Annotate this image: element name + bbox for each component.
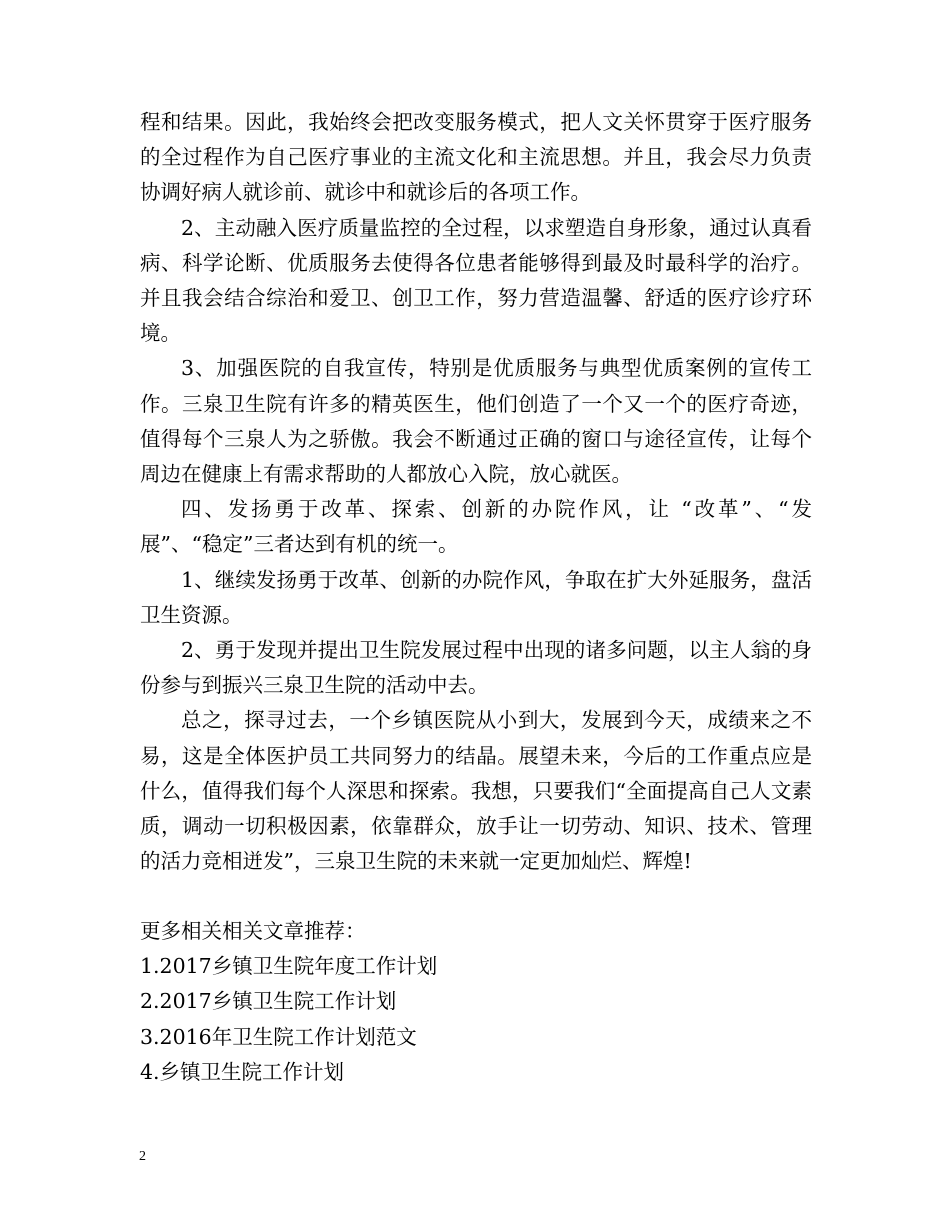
paragraph-section-four: 四、发扬勇于改革、探索、创新的办院作风，让 “改革”、“发展”、“稳定”三者达到有机的统一。: [140, 497, 812, 557]
paragraph-item-3-publicity: 3、加强医院的自我宣传，特别是优质服务与典型优质案例的宣传工作。三泉卫生院有许多的精英医生，他们创造了一个又一个的医疗奇迹，值得每个三泉人为之骄傲。我会不断通过正确的窗口与途径宣传，让每个周边在健康上有需求帮助的人都放心入院，放心就医。: [140, 356, 812, 487]
related-heading: 更多相关相关文章推荐：: [140, 919, 366, 943]
paragraph-continuation: 程和结果。因此，我始终会把改变服务模式，把人文关怀贯穿于医疗服务的全过程作为自己医疗事业的主流文化和主流思想。并且，我会尽力负责协调好病人就诊前、就诊中和就诊后的各项工作。: [140, 110, 812, 205]
body-text: [140, 105, 812, 879]
related-link-4[interactable]: 4.乡镇卫生院工作计划: [140, 1059, 345, 1084]
related-articles: [140, 914, 812, 1090]
paragraph-item-2-quality: 2、主动融入医疗质量监控的全过程，以求塑造自身形象，通过认真看病、科学论断、优质服务去使得各位患者能够得到最及时最科学的治疗。并且我会结合综治和爱卫、创卫工作，努力营造温馨、舒适的医疗诊疗环境。: [140, 215, 812, 346]
related-link-1[interactable]: 1.2017乡镇卫生院年度工作计划: [140, 954, 438, 979]
paragraph-conclusion: 总之，探寻过去，一个乡镇医院从小到大，发展到今天，成绩来之不易，这是全体医护员工共同努力的结晶。展望未来，今后的工作重点应是什么，值得我们每个人深思和探索。我想，只要我们“全面提高自己人文素质，调动一切积极因素，依靠群众，放手让一切劳动、知识、技术、管理的活力竞相迸发”，三泉卫生院的未来就一定更加灿烂、辉煌!: [140, 708, 812, 874]
paragraph-item-2-problems: 2、勇于发现并提出卫生院发展过程中出现的诸多问题，以主人翁的身份参与到振兴三泉卫生院的活动中去。: [140, 638, 812, 698]
paragraph-item-1-reform: 1、继续发扬勇于改革、创新的办院作风，争取在扩大外延服务，盘活卫生资源。: [140, 567, 812, 627]
related-link-2[interactable]: 2.2017乡镇卫生院工作计划: [140, 989, 397, 1014]
page-number: 2: [139, 1149, 146, 1164]
related-link-3[interactable]: 3.2016年卫生院工作计划范文: [140, 1024, 417, 1049]
